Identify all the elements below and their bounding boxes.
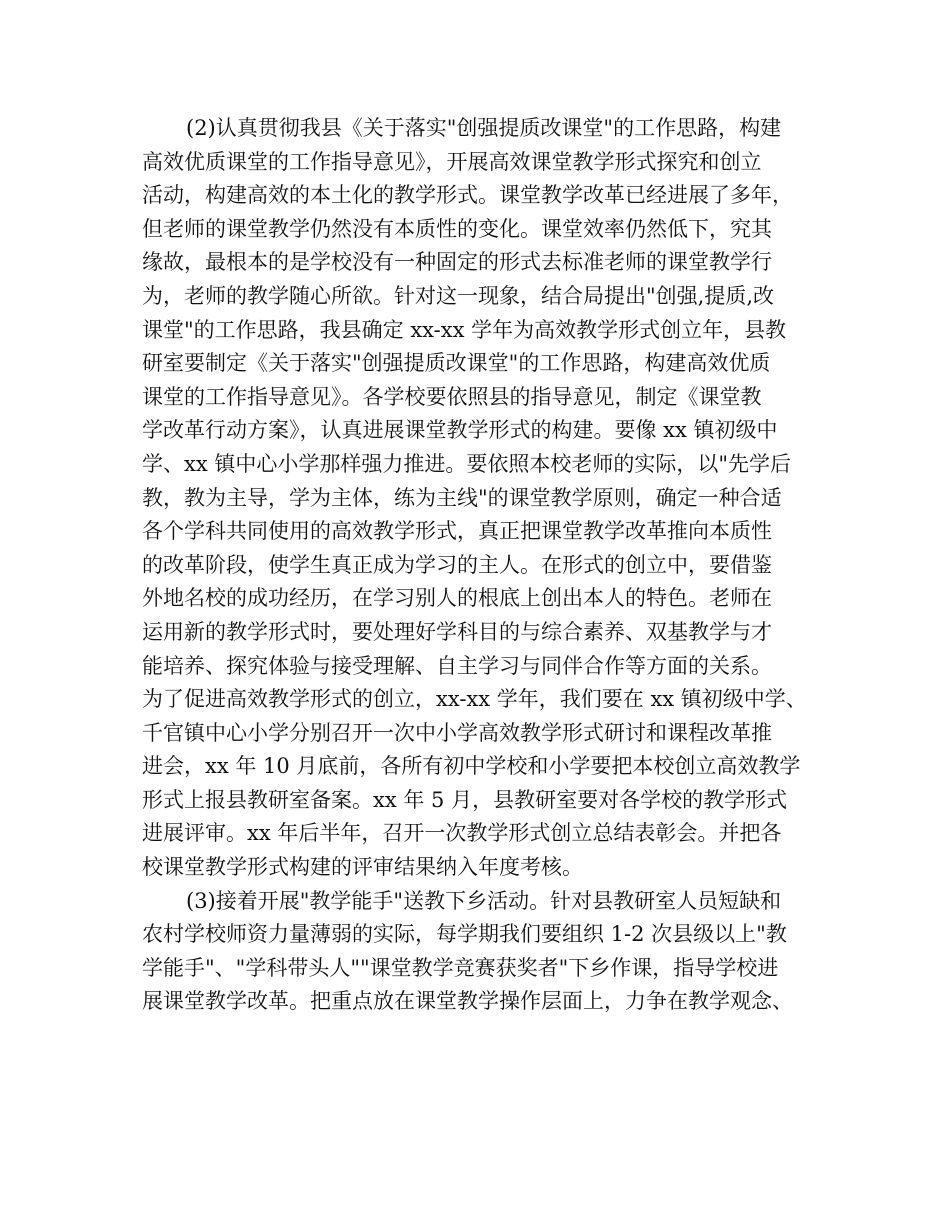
paragraph-2-line: 校课堂教学形式构建的评审结果纳入年度考核。 xyxy=(142,855,583,880)
paragraph-2-line: 课堂的工作指导意见》。各学校要依照县的指导意见，制定《课堂教 xyxy=(142,384,762,409)
paragraph-3-line: 展课堂教学改革。把重点放在课堂教学操作层面上，力争在教学观念、 xyxy=(142,989,793,1014)
paragraph-2-line: 千官镇中心小学分别召开一次中小学高效教学形式研讨和课程改革推 xyxy=(142,720,772,745)
paragraph-2-line: 活动，构建高效的本土化的教学形式。课堂教学改革已经进展了多年， xyxy=(142,183,793,208)
paragraph-2-line: 各个学科共同使用的高效教学形式，真正把课堂教学改革推向本质性 xyxy=(142,519,772,544)
paragraph-2-line: 学改革行动方案》，认真进展课堂教学形式的构建。要像 xx 镇初级中 xyxy=(142,418,778,443)
paragraph-2-line: 但老师的课堂教学仍然没有本质性的变化。课堂效率仍然低下，究其 xyxy=(142,216,772,241)
paragraph-2-line: 高效优质课堂的工作指导意见》，开展高效课堂教学形式探究和创立 xyxy=(142,149,762,174)
paragraph-2-line: 学、xx 镇中心小学那样强力推进。要依照本校老师的实际，以"先学后 xyxy=(142,451,792,476)
paragraph-2-line: 运用新的教学形式时，要处理好学科目的与综合素养、双基教学与才 xyxy=(142,619,772,644)
paragraph-2-line: (2)认真贯彻我县《关于落实"创强提质改课堂"的工作思路，构建 xyxy=(186,116,782,140)
paragraph-2-line: 进会，xx 年 10 月底前，各所有初中学校和小学要把本校创立高效教学 xyxy=(142,754,801,779)
paragraph-3-line: (3)接着开展"教学能手"送教下乡活动。针对县教研室人员短缺和 xyxy=(186,888,782,913)
paragraph-2-line: 外地名校的成功经历，在学习别人的根底上创出本人的特色。老师在 xyxy=(142,586,772,611)
paragraph-3-line: 学能手"、"学科带头人""课堂教学竞赛获奖者"下乡作课，指导学校进 xyxy=(142,955,779,980)
paragraph-2-line: 能培养、探究体验与接受理解、自主学习与同伴合作等方面的关系。 xyxy=(142,653,772,678)
paragraph-2-line: 形式上报县教研室备案。xx 年 5 月，县教研室要对各学校的教学形式 xyxy=(142,787,788,812)
paragraph-2-line: 为，老师的教学随心所欲。针对这一现象，结合局提出"创强,提质,改 xyxy=(142,283,775,308)
document-body xyxy=(142,112,832,1019)
paragraph-2-line: 进展评审。xx 年后半年，召开一次教学形式创立总结表彰会。并把各 xyxy=(142,821,782,846)
paragraph-2-line: 为了促进高效教学形式的创立，xx-xx 学年，我们要在 xx 镇初级中学、 xyxy=(142,687,807,712)
paragraph-2-line: 的改革阶段，使学生真正成为学习的主人。在形式的创立中，要借鉴 xyxy=(142,552,772,577)
paragraph-2-line: 教，教为主导，学为主体，练为主线"的课堂教学原则，确定一种合适 xyxy=(142,485,782,510)
paragraph-3-line: 农村学校师资力量薄弱的实际，每学期我们要组织 1-2 次县级以上"教 xyxy=(142,922,787,947)
paragraph-2-line: 研室要制定《关于落实"创强提质改课堂"的工作思路，构建高效优质 xyxy=(142,351,771,376)
paragraph-2-line: 缘故，最根本的是学校没有一种固定的形式去标准老师的课堂教学行 xyxy=(142,250,772,275)
paragraph-2-line: 课堂"的工作思路，我县确定 xx-xx 学年为高效教学形式创立年，县教 xyxy=(142,317,787,342)
